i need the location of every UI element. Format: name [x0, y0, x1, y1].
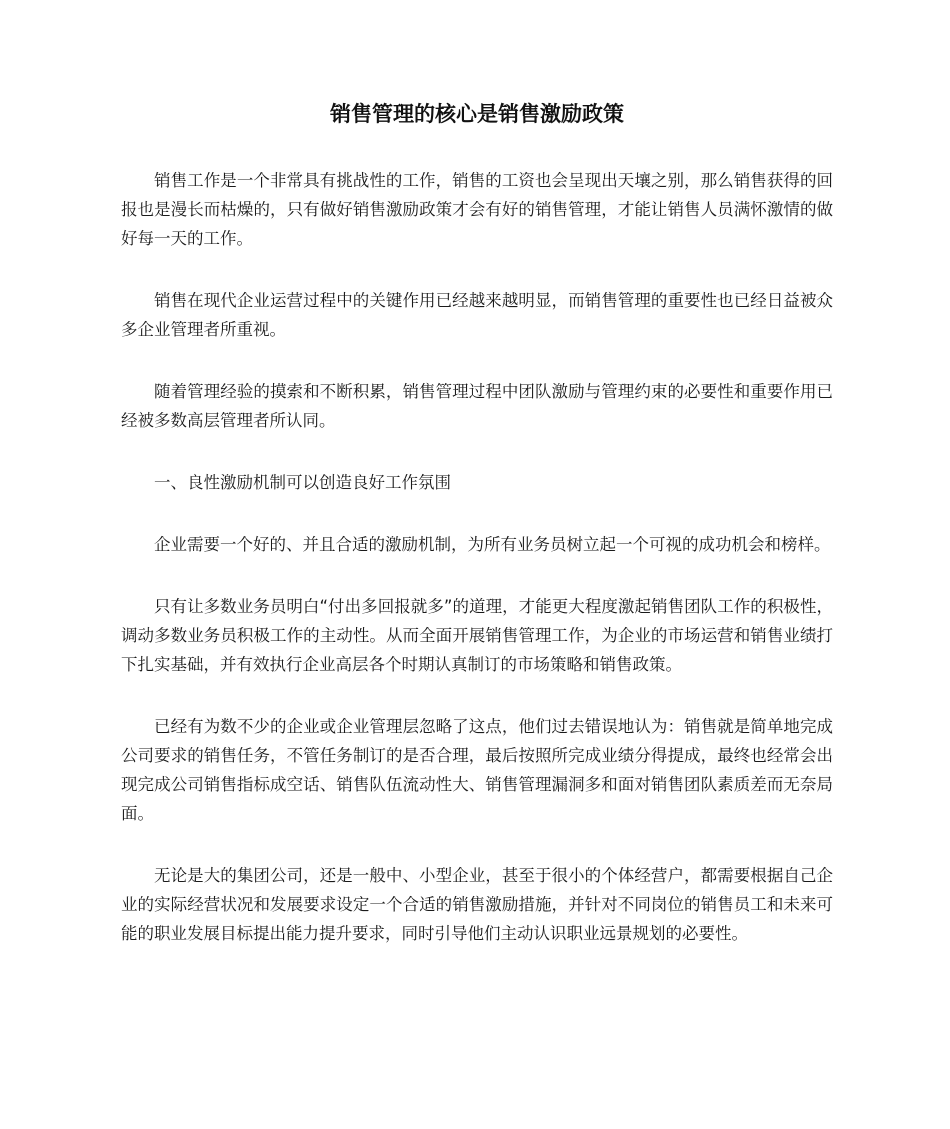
paragraph-sales-role: 销售在现代企业运营过程中的关键作用已经越来越明显，而销售管理的重要性也已经日益被众多企业管理者所重视。: [121, 291, 833, 339]
paragraph-intro: 销售工作是一个非常具有挑战性的工作，销售的工资也会呈现出天壤之别，那么销售获得的回报也是漫长而枯燥的，只有做好销售激励政策才会有好的销售管理，才能让销售人员满怀激情的做好每一天的工作。: [121, 171, 833, 248]
paragraph-reward: 只有让多数业务员明白“付出多回报就多”的道理，才能更大程度激起销售团队工作的积极性，调动多数业务员积极工作的主动性。从而全面开展销售管理工作，为企业的市场运营和销售业绩打下扎实基础，并有效执行企业高层各个时期认真制订的市场策略和销售政策。: [121, 597, 833, 674]
paragraph-mechanism: 企业需要一个好的、并且合适的激励机制，为所有业务员树立起一个可视的成功机会和榜样。: [154, 535, 831, 554]
paragraph-team-incentive: 随着管理经验的摸索和不断积累，销售管理过程中团队激励与管理约束的必要性和重要作用已经被多数高层管理者所认同。: [121, 382, 833, 430]
section-heading-1: 一、良性激励机制可以创造良好工作氛围: [154, 473, 451, 492]
document-title: 销售管理的核心是销售激励政策: [330, 102, 624, 126]
paragraph-mistakes: 已经有为数不少的企业或企业管理层忽略了这点，他们过去错误地认为：销售就是简单地完成公司要求的销售任务，不管任务制订的是否合理，最后按照所完成业绩分得提成，最终也经常会出现完成公司销售指标成空话、销售队伍流动性大、销售管理漏洞多和面对销售团队素质差而无奈局面。: [121, 717, 833, 823]
paragraph-all-companies: 无论是大的集团公司，还是一般中、小型企业，甚至于很小的个体经营户，都需要根据自己企业的实际经营状况和发展要求设定一个合适的销售激励措施，并针对不同岗位的销售员工和未来可能的职业发展目标提出能力提升要求，同时引导他们主动认识职业远景规划的必要性。: [121, 866, 833, 943]
document-page: [121, 98, 833, 981]
